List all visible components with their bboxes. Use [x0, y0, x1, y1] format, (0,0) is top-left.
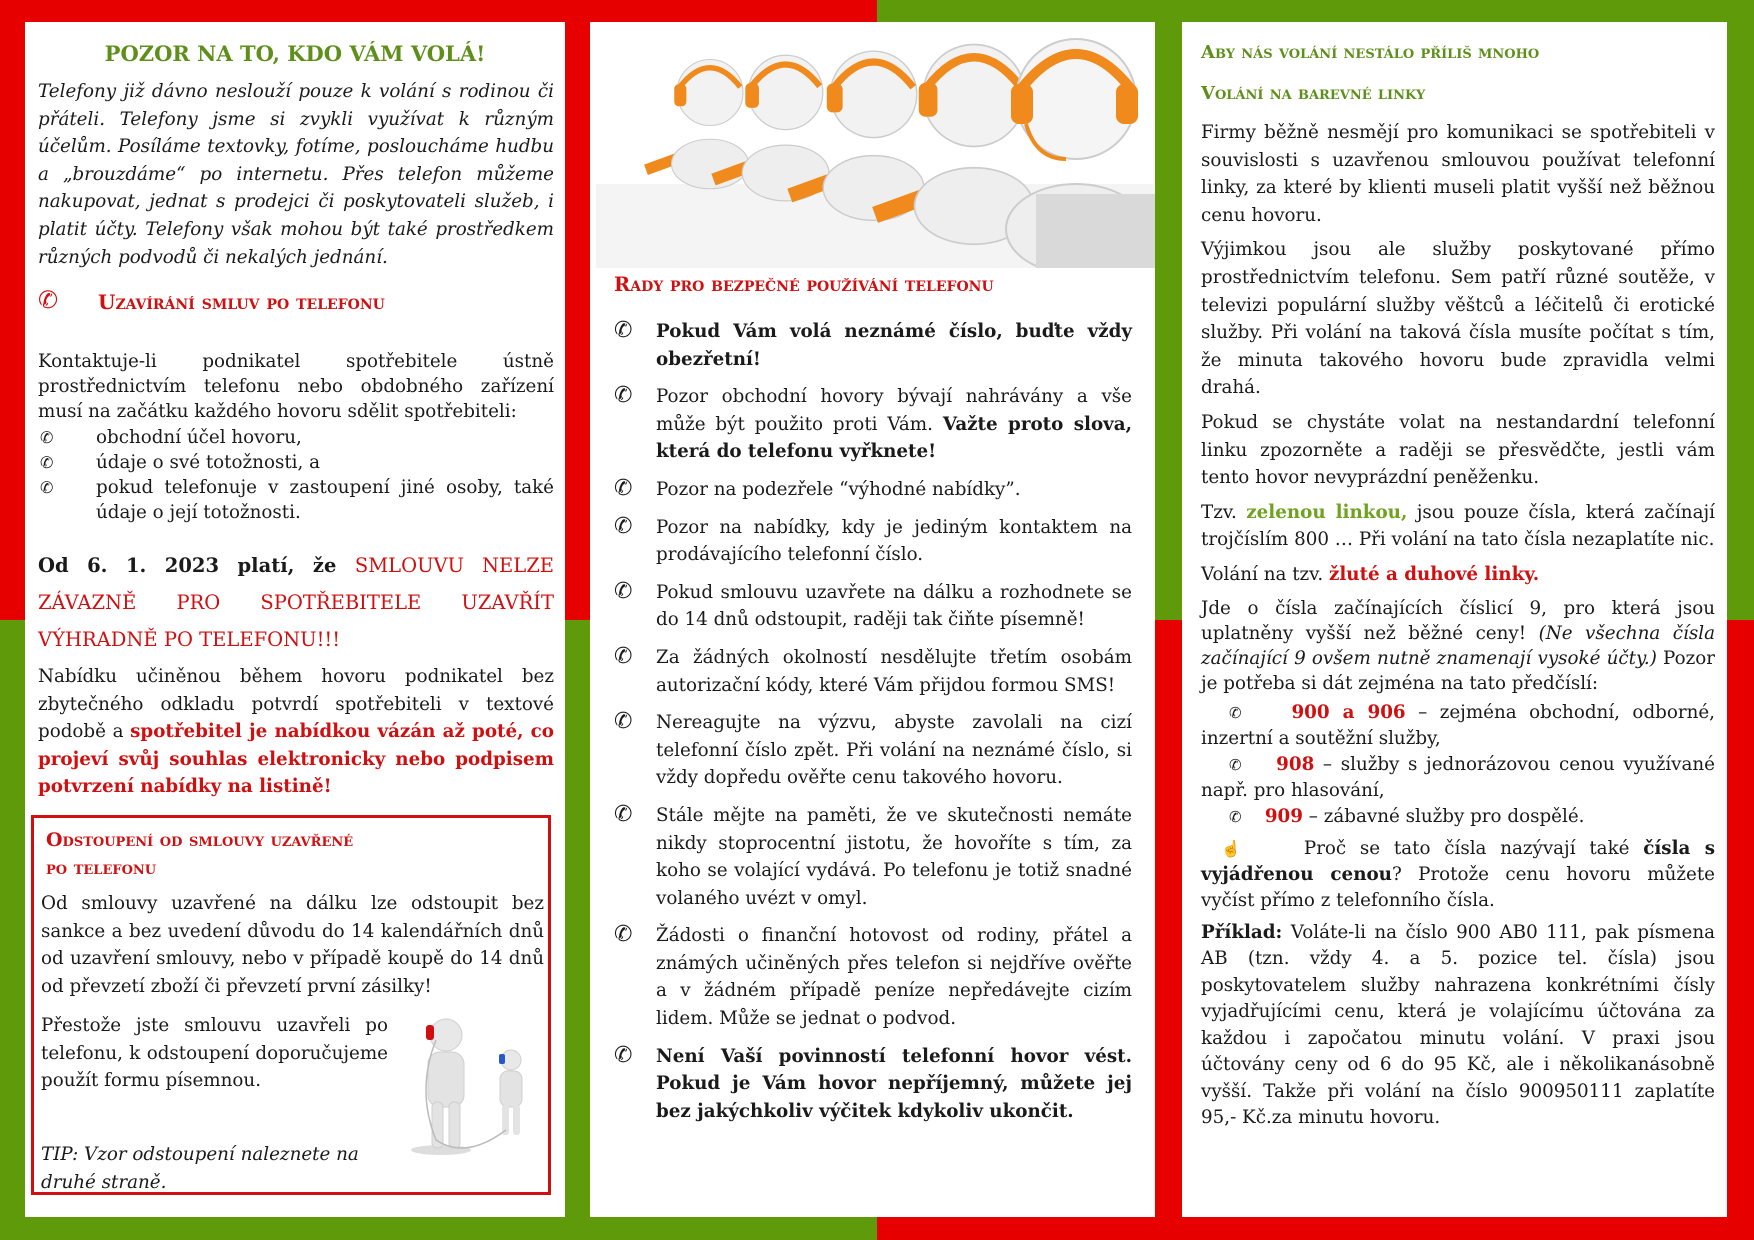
withdrawal-title: Odstoupení od smlouvy uzavřené po telefonu	[46, 829, 354, 879]
tip-item: ✆ Nereagujte na výzvu, abyste zavolali na cizí telefonní číslo zpět. Při volání na neznámé číslo, si vždy dopředu ověřte cenu takového hovoru.	[614, 709, 1132, 789]
tip-text: TIP: Vzor odstoupení naleznete na druhé straně.	[41, 1144, 359, 1193]
phone-icon: ✆	[614, 383, 633, 409]
contract-text: Kontaktuje-li podnikatel spotřebitele ústně prostřednictvím telefonu nebo obdobného zařízení musí na začátku každého hovoru sdělit spotřebiteli:	[38, 351, 554, 422]
phone-icon: ✆	[40, 478, 54, 497]
prefix-item: ✆ 908 – služby s jednorázovou cenou využívané např. pro hlasování,	[1201, 753, 1715, 801]
lines-title: Volání na barevné linky	[1201, 83, 1426, 104]
list-item: ✆ pokud telefonuje v zastoupení jiné osoby, také údaje o její totožnosti.	[40, 477, 554, 523]
phone-icon: ✆	[614, 801, 633, 827]
panel-right	[1182, 22, 1727, 1217]
list-item: ✆ obchodní účel hovoru,	[40, 427, 302, 448]
tip-item: ✆ Pozor na nabídky, kdy je jediným kontaktem na prodávajícího telefonní číslo.	[614, 513, 1132, 566]
phone-icon: ✆	[614, 475, 633, 501]
phone-icon: ✆	[614, 1042, 633, 1068]
phone-icon: ✆	[614, 922, 633, 948]
tip-item: ✆ Pozor obchodní hovory bývají nahrávány a vše může být použito proti Vám. Važte proto slova, která do telefonu vyřknete!	[614, 383, 1132, 463]
call-center-illustration	[596, 34, 1155, 268]
price-numbers-paragraph: ☝ Proč se tato čísla nazývají také čísla s vyjádřenou cenou? Protože cenu hovoru můžete vyčíst přímo z telefonního čísla.	[1201, 837, 1715, 911]
green-line-paragraph: Tzv. zelenou linkou, jsou pouze čísla, která začínají trojčíslím 800 … Při volání na tato čísla nezaplatíte nic.	[1201, 501, 1715, 551]
phone-icon: ✆	[614, 318, 633, 343]
intro-text: Telefony již dávno neslouží pouze k volání s rodinou či přáteli. Telefony jsme si zvykli využívat k různým účelům. Posíláme textovky, fotíme, posloucháme hudbu a „brouzdáme“ po internetu. Přes telefon můžeme nakupovat, jednat s prodejci či poskytovateli služeb, i platit účty. Telefony však mohou být také prostředkem různých podvodů či nekalých jednání.	[38, 81, 554, 268]
phone-icon: ✆	[614, 709, 633, 735]
costs-title: Aby nás volání nestálo příliš mnoho	[1201, 42, 1540, 63]
tip-item: ✆ Pokud Vám volá neznámé číslo, buďte vždy obezřetní!	[614, 318, 1132, 370]
paragraph: Firmy běžně nesmějí pro komunikaci se spotřebiteli v souvislosti s uzavřenou smlouvou používat telefonní linky, za které by klienti museli platit vyšší než běžnou cenu hovoru.	[1201, 122, 1715, 226]
people-phone-illustration	[396, 1010, 546, 1160]
offer-text: Nabídku učiněnou během hovoru podnikatel bez zbytečného odkladu potvrdí spotřebiteli v textové podobě a spotřebitel je nabídkou vázán až poté, co projeví svůj souhlas elektronicky nebo podpisem potvrzení nabídky na listině!	[38, 666, 554, 798]
panel-left: POZOR NA TO, KDO VÁM VOLÁ! Telefony již dávno neslouží pouze k volání s rodinou či přáteli. Telefony jsme si zvykli využívat k různým účelům. Posíláme textovky, fotíme, posloucháme hudbu a „brouzdáme“ po internetu. Přes telefon můžeme nakupovat, jednat s prodejci či poskytovateli služeb, i platit účty. Telefony však mohou být také prostředkem různých podvodů či nekalých jednání. ✆ Uzavírání smluv po telefonu Kontaktuje-li podnikatel spotřebitele ústně prostřednictvím telefonu nebo obdobného zařízení musí na začátku každého hovoru sdělit spotřebiteli: ✆ obchodní účel hovoru, ✆ údaje o své totožnosti, a ✆ pokud telefonuje v zastoupení jiné osoby, také údaje o její totožnosti. Od 6. 1. 2023 platí, že SMLOUVU NELZE ZÁVAZNĚ PRO SPOTŘEBITELE UZAVŘÍT VÝHRADNĚ PO TELEFONU!!! Nabídku učiněnou během hovoru podnikatel bez zbytečného odkladu potvrdí spotřebiteli v textové podobě a spotřebitel je nabídkou vázán až poté, co projeví svůj souhlas elektronicky nebo podpisem potvrzení nabídky na listině! Odstoupení od smlouvy uzavřené po telefonu Od smlouvy uzavřené na dálku lze odstoupit bez sankce a bez uvedení důvodu do 14 kalendářních dnů od uzavření smlouvy, nebo v případě koupě do 14 dnů od převzetí zboží či převzetí první zásilky! Přestože jste smlouvu uzavřeli po telefonu, k odstoupení doporučujeme použít formu písemnou. TIP: Vzor odstoupení naleznete na druhé straně.	[25, 22, 565, 1217]
withdrawal-text-2: Přestože jste smlouvu uzavřeli po telefonu, k odstoupení doporučujeme použít formu písemnou.	[41, 1015, 388, 1092]
phone-icon: ✆	[40, 428, 54, 447]
prefix-item: ✆ 900 a 906 – zejména obchodní, odborné, inzertní a soutěžní služby,	[1201, 701, 1715, 749]
tip-item: ✆ Za žádných okolností nesdělujte třetím osobám autorizační kódy, které Vám přijdou formou SMS!	[614, 643, 1132, 696]
contract-list	[38, 425, 554, 525]
paragraph: Jde o čísla začínajících číslicí 9, pro která jsou uplatněny vyšší než běžné ceny! (Ne všechna čísla začínající 9 ovšem nutně znamenají vysoké účty.) Pozor je potřeba si dát zejména na tato předčíslí:	[1201, 597, 1716, 694]
warning-text: Od 6. 1. 2023 platí, že SMLOUVU NELZE ZÁVAZNĚ PRO SPOTŘEBITELE UZAVŘÍT VÝHRADNĚ PO TELEFONU!!!	[38, 554, 554, 651]
list-item: ✆ údaje o své totožnosti, a	[40, 452, 321, 473]
paragraph: Výjimkou jsou ale služby poskytované přímo prostřednictvím telefonu. Sem patří různé soutěže, v televizi populární služby věštců a léčitelů či erotické služby. Při volání na taková čísla musíte počítat s tím, že minuta takového hovoru bude zpravidla velmi drahá.	[1201, 239, 1715, 399]
phone-icon: ✆	[614, 513, 633, 539]
tips-list	[614, 318, 1132, 1125]
phone-icon: ✆	[1229, 807, 1242, 826]
phone-icon: ✆	[1229, 755, 1242, 774]
phone-icon: ✆	[38, 286, 59, 314]
withdrawal-box	[31, 815, 551, 1195]
tip-item: ✆ Pokud smlouvu uzavřete na dálku a rozhodnete se do 14 dnů odstoupit, raději tak čiňte písemně!	[614, 578, 1132, 631]
phone-icon: ✆	[1229, 703, 1242, 722]
phone-icon: ✆	[40, 453, 54, 472]
tips-title: Rady pro bezpečné používání telefonu	[614, 273, 994, 296]
tip-item: ✆ Stále mějte na paměti, že ve skutečnosti nemáte nikdy stoprocentní jistotu, že hovoříte s tím, za koho se volající vydává. Po telefonu je totiž snadné volaného uvézt v omyl.	[614, 801, 1132, 909]
pointer-icon: ☝	[1221, 838, 1249, 858]
phone-icon: ✆	[614, 643, 633, 669]
page-title: POZOR NA TO, KDO VÁM VOLÁ!	[104, 41, 486, 66]
phone-icon: ✆	[614, 578, 633, 604]
tip-item: ✆ Není Vaší povinností telefonní hovor vést. Pokud je Vám hovor nepříjemný, můžete jej bez jakýchkoliv výčitek kdykoliv ukončit.	[614, 1042, 1132, 1122]
tip-item: ✆ Žádosti o finanční hotovost od rodiny, přátel a známých učiněných přes telefon si nejdříve ověřte a v žádném případě peníze nepředávejte cizím lidem. Může se jednat o podvod.	[614, 922, 1132, 1030]
tip-item: ✆ Pozor na podezřele “výhodné nabídky”.	[614, 475, 1021, 501]
paragraph: Pokud se chystáte volat na nestandardní telefonní linku zpozorněte a raději se přesvědčte, jestli vám tento hovor nevyprázdní peněženku.	[1201, 411, 1715, 489]
yellow-line-paragraph: Volání na tzv. žluté a duhové linky.	[1201, 563, 1540, 585]
prefix-item: ✆ 909 – zábavné služby pro dospělé.	[1229, 805, 1585, 827]
example-paragraph: Příklad: Voláte-li na číslo 900 AB0 111, pak písmena AB (tzn. vždy 4. a 5. pozice tel. čísla) jsou poskytovatelem služby nahrazena konkrétními čísly vyjadřujícími cenu, která je volajícímu účtována za každou i započatou minutu volání. V praxi jsou účtovány ceny od 6 do 95 Kč, ale i několikanásobně vyšší. Takže při volání na číslo 900950111 zaplatíte 95,- Kč.za minutu hovoru.	[1201, 921, 1715, 1128]
withdrawal-text: Od smlouvy uzavřené na dálku lze odstoupit bez sankce a bez uvedení důvodu do 14 kalendářních dnů od uzavření smlouvy, nebo v případě koupě do 14 dnů od převzetí zboží či převzetí první zásilky!	[41, 893, 544, 997]
prefix-list	[1201, 700, 1715, 830]
panel-middle	[590, 22, 1155, 1217]
col3-body	[1201, 119, 1715, 1132]
